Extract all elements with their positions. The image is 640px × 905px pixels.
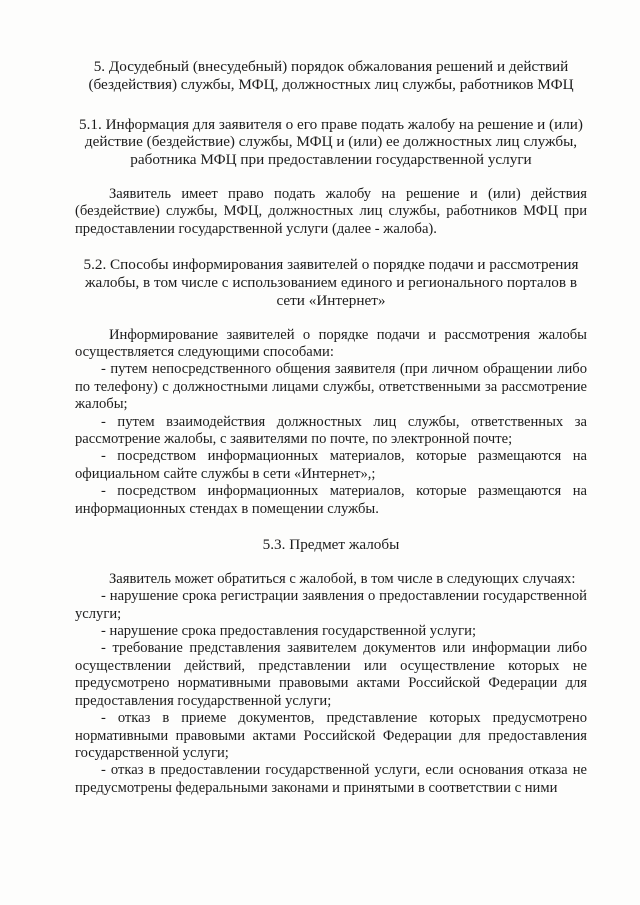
section-5-3-heading: 5.3. Предмет жалобы [262,536,400,554]
section-5-2-item: - путем непосредственного общения заявителя (при личном обращении либо по телефону) с должностными лицами службы, ответственными за рассмотрение жалобы; [75,361,587,413]
section-5-2-heading: 5.2. Способы информирования заявителей о порядке подачи и рассмотрения жалобы, в том числе с использованием единого и регионального порталов в сети «Интернет» [83,256,579,309]
section-5-heading: 5. Досудебный (внесудебный) порядок обжалования решений и действий (бездействия) службы, МФЦ, должностных лиц службы, работников МФЦ [88,58,574,93]
section-5-2-intro: Информирование заявителей о порядке подачи и рассмотрения жалобы осуществляется следующими способами: [75,326,587,360]
document-content [75,58,587,815]
section-5-2-item: - путем взаимодействия должностных лиц службы, ответственных за рассмотрение жалобы, с заявителями по почте, по электронной почте; [75,413,587,448]
section-5-1-text: Заявитель имеет право подать жалобу на решение и (или) действия (бездействие) службы, МФЦ, должностных лиц службы, работников МФЦ при предоставлении государственной услуги (далее - жалоба). [75,185,587,237]
section-5-2-item: - посредством информационных материалов, которые размещаются на официальном сайте службы в сети «Интернет»,; [75,448,587,482]
section-5-3-item: - отказ в предоставлении государственной услуги, если основания отказа не предусмотрены федеральными законами и принятыми в соответствии с ними [75,762,587,796]
section-5-1-heading: 5.1. Информация для заявителя о его праве подать жалобу на решение и (или) действие (бездействие) службы, МФЦ и (или) ее должностных лиц службы, работника МФЦ при предоставлении государственной услуги [79,115,583,169]
section-5-3-item: - требование представления заявителем документов или информации либо осуществлении действий, представлении или осуществление которых не предусмотрено нормативными правовыми актами Российской Федерации для предоставления государственной услуги; [75,640,587,709]
section-5-3-item: - нарушение срока регистрации заявления о предоставлении государственной услуги; [75,588,587,622]
section-5-3-intro: Заявитель может обратиться с жалобой, в том числе в следующих случаях: [109,570,576,587]
section-5-3-item: - нарушение срока предоставления государственной услуги; [101,623,477,640]
section-5-3-item: - отказ в приеме документов, представление которых предусмотрено нормативными правовыми актами Российской Федерации для предоставления государственной услуги; [75,710,587,761]
section-5-2-item: - посредством информационных материалов, которые размещаются на информационных стендах в помещении службы. [75,483,587,517]
